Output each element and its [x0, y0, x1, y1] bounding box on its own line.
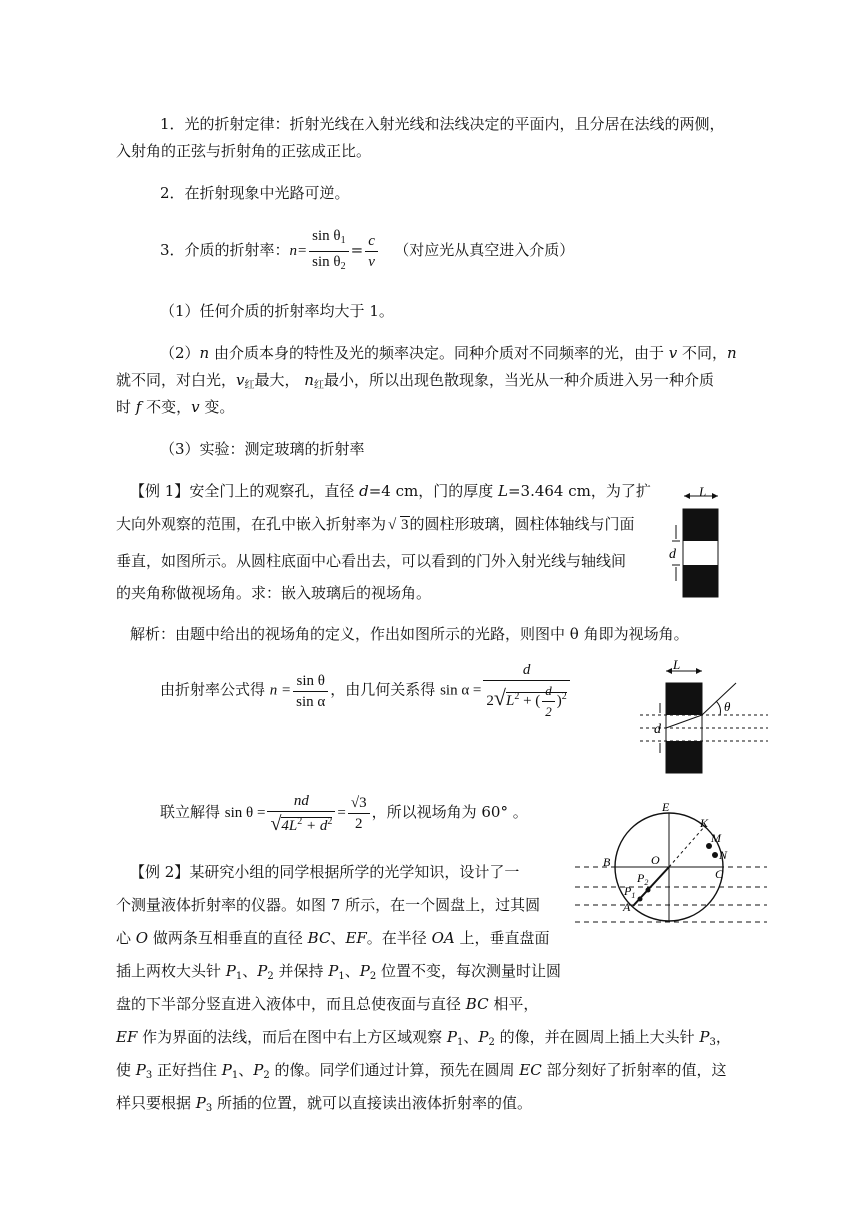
- door-lower-wall: [683, 565, 718, 597]
- item-2-line-1: （2）n 由介质本身的特性及光的频率决定。同种介质对不同频率的光，由于 v 不同，n: [160, 344, 737, 362]
- c-over-v-fraction: $\frac{c}{v}$: [365, 231, 378, 272]
- pin-P1: [638, 897, 643, 902]
- item-2-line-2: 就不同，对白光，$v_红$最大， $n_红$最小，所以出现色散现象，当光从一种介质进入另一种介质: [116, 371, 714, 391]
- label-A: A: [623, 900, 631, 914]
- figure2-L-arrow-left: [666, 668, 672, 674]
- sin-alpha-fraction: d $2√L^2$ + ( $\frac{d}{2}$ )$^2$: [483, 660, 569, 722]
- example-2-line-2: 个测量液体折射率的仪器。如图 7 所示，在一个圆盘上，过其圆: [116, 896, 541, 914]
- label-N: N: [719, 848, 728, 862]
- label-E: E: [662, 800, 670, 814]
- L-arrow-right: [712, 493, 718, 499]
- L-arrow-left: [684, 493, 690, 499]
- figure2-label-d: d: [654, 722, 661, 737]
- label-O: O: [651, 853, 660, 867]
- incident-ray: [702, 683, 736, 715]
- line-OK: [669, 826, 705, 867]
- item-3: （3）实验：测定玻璃的折射率: [160, 440, 365, 458]
- example-2-line-8: 样只要根据 $P_3$ 所插的位置，就可以直接读出液体折射率的值。: [116, 1094, 533, 1114]
- label-C: C: [715, 867, 724, 881]
- sin-theta-fraction: $\frac{nd}{√4L^2 + d^2}$: [267, 791, 335, 836]
- rule-1-line-2: 入射角的正弦与折射角的正弦成正比。: [116, 142, 372, 160]
- example-2-line-5: 盘的下半部分竖直进入液体中，而且总使夜面与直径 BC 相平，: [116, 995, 539, 1013]
- pin-N: [712, 852, 718, 858]
- figure2-upper-wall: [666, 683, 702, 715]
- example-2-line-1: 【例 2】某研究小组的同学根据所学的光学知识，设计了一: [130, 863, 520, 881]
- label-M: M: [711, 831, 721, 845]
- example-2-line-3: 心 O 做两条互相垂直的直径 BC、EF。在半径 OA 上，垂直盘面: [116, 929, 550, 947]
- example-1-line-2: 大向外观察的范围，在孔中嵌入折射率为 √ 3的圆柱形玻璃，圆柱体轴线与门面: [116, 515, 635, 533]
- solution-line-2: 由折射率公式得 n = $\frac{\text{sin θ}}{\text{sin α}}$ ，由几何关系得 sin α = d $2√L^2$ + ( $\frac{d}{2}$ )$^2$: [160, 660, 572, 722]
- item-1: （1）任何介质的折射率均大于 1。: [160, 302, 394, 320]
- solution-line-1: 解析：由题中给出的视场角的定义，作出如图所示的光路，则图中 θ 角即为视场角。: [130, 625, 689, 643]
- label-B: B: [603, 855, 611, 869]
- disk-refractometer-figure: [575, 800, 770, 940]
- door-hole-figure: [662, 478, 732, 600]
- door-upper-wall: [683, 509, 718, 541]
- example-2-line-6: EF 作为界面的法线，而后在图中右上方区域观察 $P_1$、$P_2$ 的像，并在圆周上插上大头针 $P_3$，: [116, 1028, 731, 1048]
- label-K: K: [700, 816, 709, 830]
- item-2-line-3: 时 f 不变，v 变。: [116, 398, 235, 416]
- label-P1: $P_1$: [624, 884, 636, 900]
- theta-arc: [716, 701, 721, 715]
- refractive-index-definition: 3．介质的折射率：n= $\frac{\sin \theta_1}{\sin \theta_2}$ = $\frac{c}{v}$ （对应光从真空进入介质）: [160, 224, 574, 277]
- example-1-line-3: 垂直，如图所示。从圆柱底面中心看出去，可以看到的门外入射光线与轴线间: [116, 552, 627, 570]
- figure2-label-theta: θ: [724, 699, 731, 714]
- refraction-path-figure: [640, 655, 770, 777]
- figure2-L-arrow-right: [696, 668, 702, 674]
- pin-P2: [646, 888, 651, 893]
- rule-2: 2．在折射现象中光路可逆。: [160, 184, 350, 202]
- rule-1-line-1: 1．光的折射定律：折射光线在入射光线和法线决定的平面内，且分居在法线的两侧，: [160, 115, 725, 133]
- figure2-label-L: L: [673, 657, 681, 672]
- snell-fraction: $\frac{\sin \theta_1}{\sin \theta_2}$: [309, 226, 348, 277]
- figure2-lower-wall: [666, 741, 702, 773]
- example-1-line-4: 的夹角称做视场角。求：嵌入玻璃后的视场角。: [116, 584, 432, 602]
- example-1-line-1: 【例 1】安全门上的观察孔，直径 d=4 cm，门的厚度 L=3.464 cm，为了扩: [130, 482, 651, 500]
- solution-line-3: 联立解得 sin θ = $\frac{nd}{√4L^2 + d^2}$ = $\frac{√3}{2}$ ，所以视场角为 60° 。: [160, 793, 528, 836]
- label-P2: $P_2$: [637, 871, 649, 887]
- example-2-line-7: 使 $P_3$ 正好挡住 $P_1$、$P_2$ 的像。同学们通过计算，预先在圆周 EC 部分刻好了折射率的值，这: [116, 1061, 727, 1081]
- example-2-line-4: 插上两枚大头针 $P_1$、$P_2$ 并保持 $P_1$、$P_2$ 位置不变，每次测量时让圆: [116, 962, 562, 982]
- figure1-label-d: d: [669, 547, 676, 562]
- figure1-label-L: L: [699, 484, 707, 499]
